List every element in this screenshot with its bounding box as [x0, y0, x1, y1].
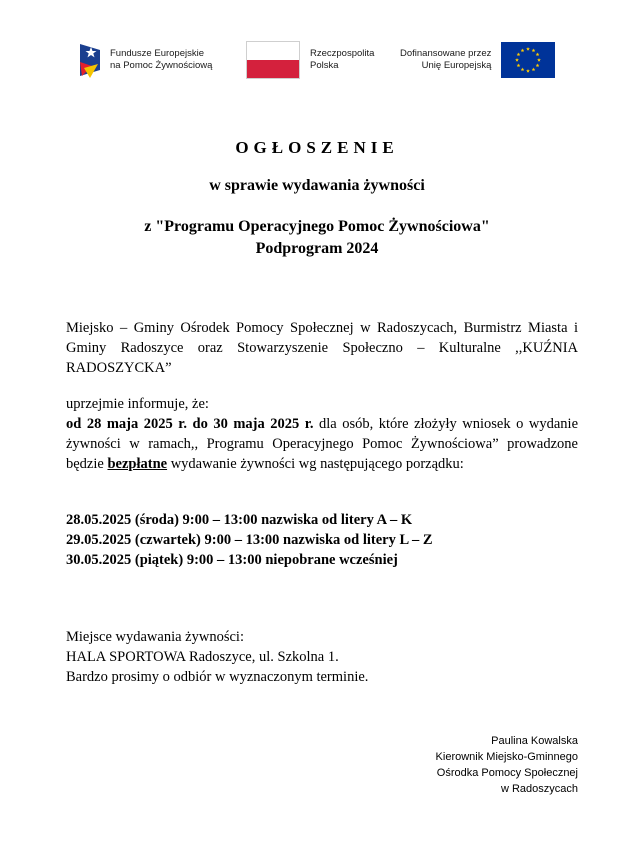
schedule-item: 30.05.2025 (piątek) 9:00 – 13:00 niepobrane wcześniej	[66, 552, 398, 568]
pl-logo-line2: Polska	[310, 60, 339, 71]
info-text-a: dla osób, które złożyły wniosek o wydanie żywności w ramach,, Programu Operacyjnego Pomoc Żywnościowa” prowadzone będzie	[66, 416, 579, 472]
distribution-dates: od 28 maja 2025 r. do 30 maja 2025 r.	[66, 416, 314, 432]
announcement-subtitle: w sprawie wydawania żywności	[209, 177, 425, 194]
eu-logo-line2: Unię Europejską	[421, 60, 492, 71]
location-label: Miejsce wydawania żywności:	[66, 629, 244, 645]
free-label: bezpłatne	[107, 456, 168, 472]
eu-flag-icon	[501, 42, 555, 78]
signature-block	[436, 733, 578, 797]
signatory-name: Paulina Kowalska	[491, 735, 578, 747]
fe-star-icon	[78, 40, 104, 80]
location-address: HALA SPORTOWA Radoszyce, ul. Szkolna 1.	[66, 649, 339, 665]
pl-logo-line1: Rzeczpospolita	[310, 48, 375, 59]
info-text	[66, 414, 578, 474]
program-line2: Podprogram 2024	[255, 240, 379, 257]
signatory-role: Kierownik Miejsko-Gminnego	[435, 751, 578, 763]
signatory-role: Ośrodka Pomocy Społecznej	[436, 767, 578, 779]
schedule-list	[66, 510, 578, 570]
pl-logo	[246, 36, 374, 84]
fe-logo-line2: na Pomoc Żywnościową	[110, 60, 213, 71]
schedule-item: 29.05.2025 (czwartek) 9:00 – 13:00 nazwiska od litery L – Z	[66, 532, 433, 548]
intro-paragraph: Miejsko – Gminy Ośrodek Pomocy Społecznej w Radoszycach, Burmistrz Miasta i Gminy Radoszyce oraz Stowarzyszenie Społeczno – Kulturalne ,,KUŹNIA RADOSZYCKA”	[66, 320, 578, 376]
schedule-item: 28.05.2025 (środa) 9:00 – 13:00 nazwiska od litery A – K	[66, 512, 413, 528]
info-text-b: wydawanie żywności wg następującego porządku:	[167, 456, 464, 472]
info-lead: uprzejmie informuje, że:	[66, 396, 209, 412]
pickup-request: Bardzo prosimy o odbiór w wyznaczonym terminie.	[66, 669, 369, 685]
fe-logo-line1: Fundusze Europejskie	[110, 48, 204, 59]
eu-logo	[400, 36, 555, 84]
announcement-title: OGŁOSZENIE	[235, 138, 399, 157]
program-title	[0, 216, 634, 260]
eu-logo-line1: Dofinansowane przez	[400, 48, 492, 59]
location-block	[66, 627, 578, 687]
logos-bar	[78, 36, 568, 84]
fe-logo	[78, 36, 212, 84]
info-paragraph	[66, 394, 578, 474]
signatory-role: w Radoszycach	[500, 783, 578, 795]
polish-flag-icon	[246, 41, 300, 79]
program-line1: z "Programu Operacyjnego Pomoc Żywnościowa"	[144, 218, 490, 235]
